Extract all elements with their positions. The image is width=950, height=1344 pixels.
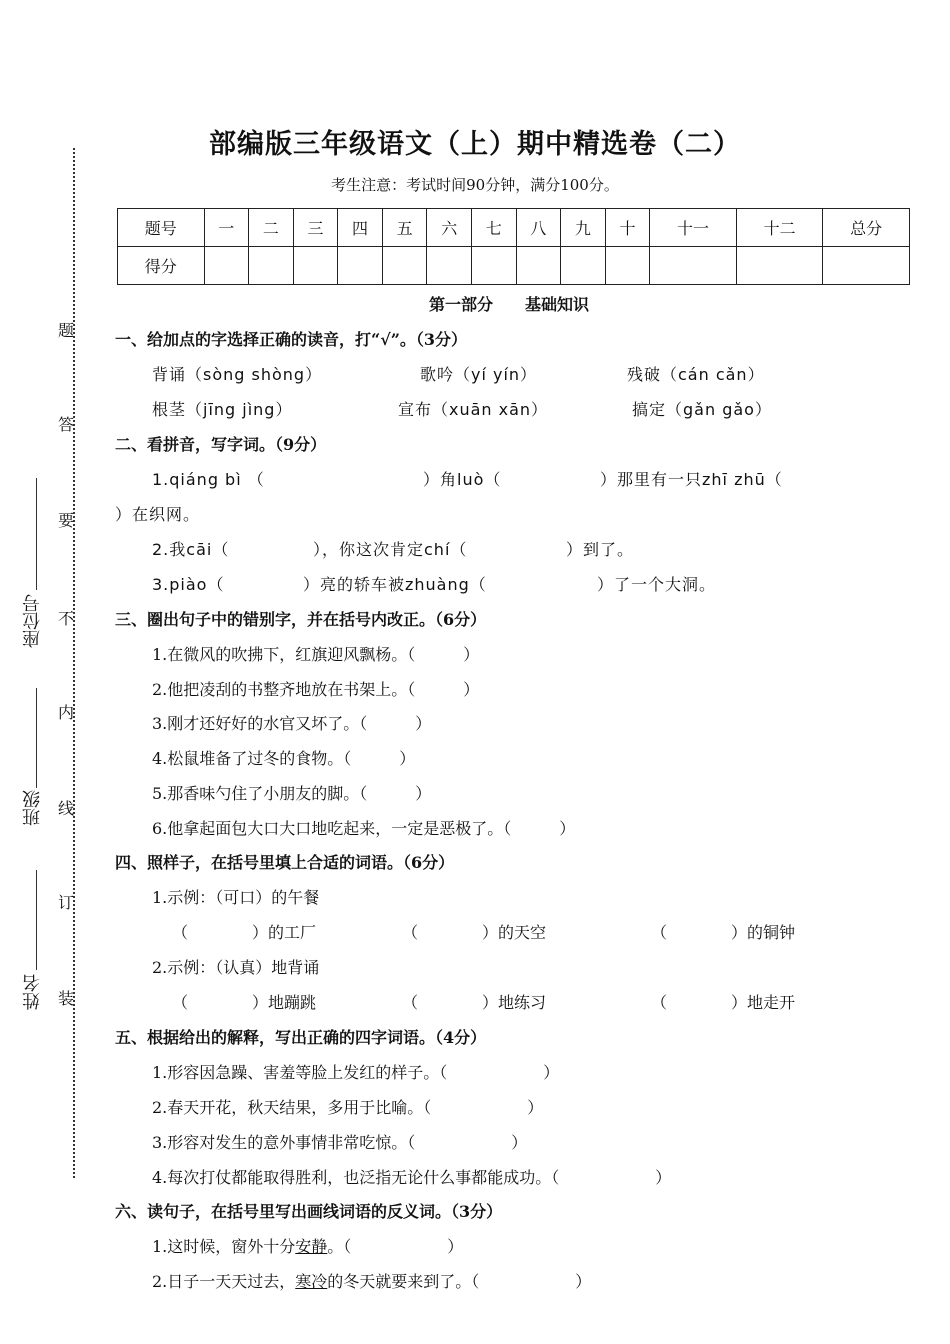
- seat-number-label: 座位号: [22, 594, 43, 648]
- score-cell[interactable]: [293, 247, 338, 285]
- binding-char: 内: [58, 703, 75, 722]
- s2-text: ）亮的轿车被zhuàng（: [303, 575, 487, 594]
- score-header-cell: 九: [561, 209, 606, 247]
- name-blank[interactable]: [36, 870, 37, 970]
- s2-text: ）了一个大洞。: [597, 575, 717, 594]
- s2-text: 3.piào（: [152, 575, 225, 594]
- s1-item: 背诵（sòng shòng）: [152, 365, 323, 384]
- section-2-title: 二、看拼音，写字词。（9分）: [115, 435, 327, 454]
- score-header-cell: 一: [204, 209, 249, 247]
- s4-item: （ ）地蹦跳: [172, 993, 317, 1012]
- score-table: [117, 208, 910, 285]
- score-header-cell: 总分: [823, 209, 910, 247]
- s2-text: ）在织网。: [115, 505, 201, 524]
- score-cell[interactable]: [516, 247, 561, 285]
- s2-text: ）到了。: [566, 540, 635, 559]
- score-table-score-row: [118, 247, 910, 285]
- s1-item: 根茎（jīng jìng）: [152, 400, 293, 419]
- binding-char: 题: [58, 321, 75, 340]
- score-row-label: 得分: [118, 247, 205, 285]
- s4-item: （ ）的天空: [402, 923, 547, 942]
- s6-text: 的冬天就要来到了。（ ）: [327, 1272, 592, 1291]
- name-label: 姓名: [22, 974, 43, 1010]
- binding-char: 订: [58, 893, 75, 912]
- section-4-title: 四、照样子，在括号里填上合适的词语。（6分）: [115, 853, 455, 872]
- s2-text: ），你这次肯定chí（: [313, 540, 468, 559]
- s4-item: （ ）的铜钟: [651, 923, 796, 942]
- score-cell[interactable]: [823, 247, 910, 285]
- underlined-word: 安静: [295, 1237, 328, 1256]
- score-header-cell: 十: [605, 209, 650, 247]
- seat-number-blank[interactable]: [36, 478, 37, 590]
- section-5-title: 五、根据给出的解释，写出正确的四字词语。（4分）: [115, 1028, 487, 1047]
- s5-item: 2.春天开花，秋天结果，多用于比喻。（ ）: [152, 1098, 544, 1117]
- score-header-cell: 六: [427, 209, 472, 247]
- score-header-cell: 八: [516, 209, 561, 247]
- s1-item: 搞定（gǎn gǎo）: [632, 400, 772, 419]
- score-cell[interactable]: [561, 247, 606, 285]
- score-cell[interactable]: [605, 247, 650, 285]
- s6-text: 1.这时候，窗外十分: [152, 1237, 296, 1256]
- s3-item: 4.松鼠堆备了过冬的食物。（ ）: [152, 749, 416, 768]
- binding-char: 要: [58, 511, 75, 530]
- part-title: 第一部分 基础知识: [428, 295, 589, 314]
- s5-item: 1.形容因急躁、害羞等脸上发红的样子。（ ）: [152, 1063, 560, 1082]
- exam-notice: 考生注意：考试时间90分钟，满分100分。: [331, 176, 619, 194]
- score-cell[interactable]: [382, 247, 427, 285]
- score-table-header-row: [118, 209, 910, 247]
- section-6-title: 六、读句子，在括号里写出画线词语的反义词。（3分）: [115, 1202, 503, 1221]
- s4-item: （ ）地走开: [651, 993, 796, 1012]
- class-blank[interactable]: [36, 688, 37, 788]
- page-title: 部编版三年级语文（上）期中精选卷（二）: [209, 129, 741, 160]
- s4-item: （ ）地练习: [402, 993, 547, 1012]
- score-header-cell: 二: [249, 209, 294, 247]
- class-label: 班级: [22, 790, 43, 826]
- binding-char: 答: [58, 415, 75, 434]
- s6-text: 2.日子一天天过去，: [152, 1272, 296, 1291]
- underlined-word: 寒冷: [295, 1272, 328, 1291]
- score-header-cell: 五: [382, 209, 427, 247]
- score-header-cell: 四: [338, 209, 383, 247]
- s3-item: 1.在微风的吹拂下，红旗迎风飘杨。（ ）: [152, 645, 480, 664]
- s5-item: 3.形容对发生的意外事情非常吃惊。（ ）: [152, 1133, 528, 1152]
- s3-item: 5.那香味勺住了小朋友的脚。（ ）: [152, 784, 432, 803]
- s2-text: 1.qiáng bì （: [152, 470, 265, 489]
- s1-item: 歌吟（yí yín）: [420, 365, 538, 384]
- s3-item: 3.刚才还好好的水官又坏了。（ ）: [152, 714, 432, 733]
- section-1-title: 一、给加点的字选择正确的读音，打“√”。（3分）: [115, 330, 468, 349]
- score-cell[interactable]: [204, 247, 249, 285]
- score-cell[interactable]: [338, 247, 383, 285]
- score-header-cell: 三: [293, 209, 338, 247]
- score-header-cell: 十一: [650, 209, 737, 247]
- section-3-title: 三、圈出句子中的错别字，并在括号内改正。（6分）: [115, 610, 487, 629]
- score-header-cell: 十二: [736, 209, 823, 247]
- score-cell[interactable]: [471, 247, 516, 285]
- binding-char: 不: [58, 609, 75, 628]
- score-cell[interactable]: [249, 247, 294, 285]
- s4-example: 1.示例：（可口）的午餐: [152, 888, 320, 907]
- s1-item: 残破（cán cǎn）: [627, 365, 765, 384]
- score-cell[interactable]: [427, 247, 472, 285]
- s1-item: 宣布（xuān xān）: [398, 400, 549, 419]
- score-cell[interactable]: [650, 247, 737, 285]
- score-cell[interactable]: [736, 247, 823, 285]
- s2-text: 2.我cāi（: [152, 540, 230, 559]
- s5-item: 4.每次打仗都能取得胜利，也泛指无论什么事都能成功。（ ）: [152, 1168, 672, 1187]
- s6-item: [152, 1269, 591, 1292]
- s4-item: （ ）的工厂: [172, 923, 317, 942]
- binding-char: 装: [58, 989, 75, 1008]
- score-header-cell: 题号: [118, 209, 205, 247]
- score-header-cell: 七: [471, 209, 516, 247]
- s3-item: 2.他把凌刮的书整齐地放在书架上。（ ）: [152, 680, 480, 699]
- s2-text: ）那里有一只zhī zhū（: [600, 470, 783, 489]
- s6-text: 。（ ）: [327, 1237, 464, 1256]
- binding-char: 线: [58, 799, 75, 818]
- s6-item: [152, 1234, 463, 1257]
- s3-item: 6.他拿起面包大口大口地吃起来，一定是恶极了。（ ）: [152, 819, 576, 838]
- s4-example: 2.示例：（认真）地背诵: [152, 958, 320, 977]
- s2-text: ）角luò（: [423, 470, 502, 489]
